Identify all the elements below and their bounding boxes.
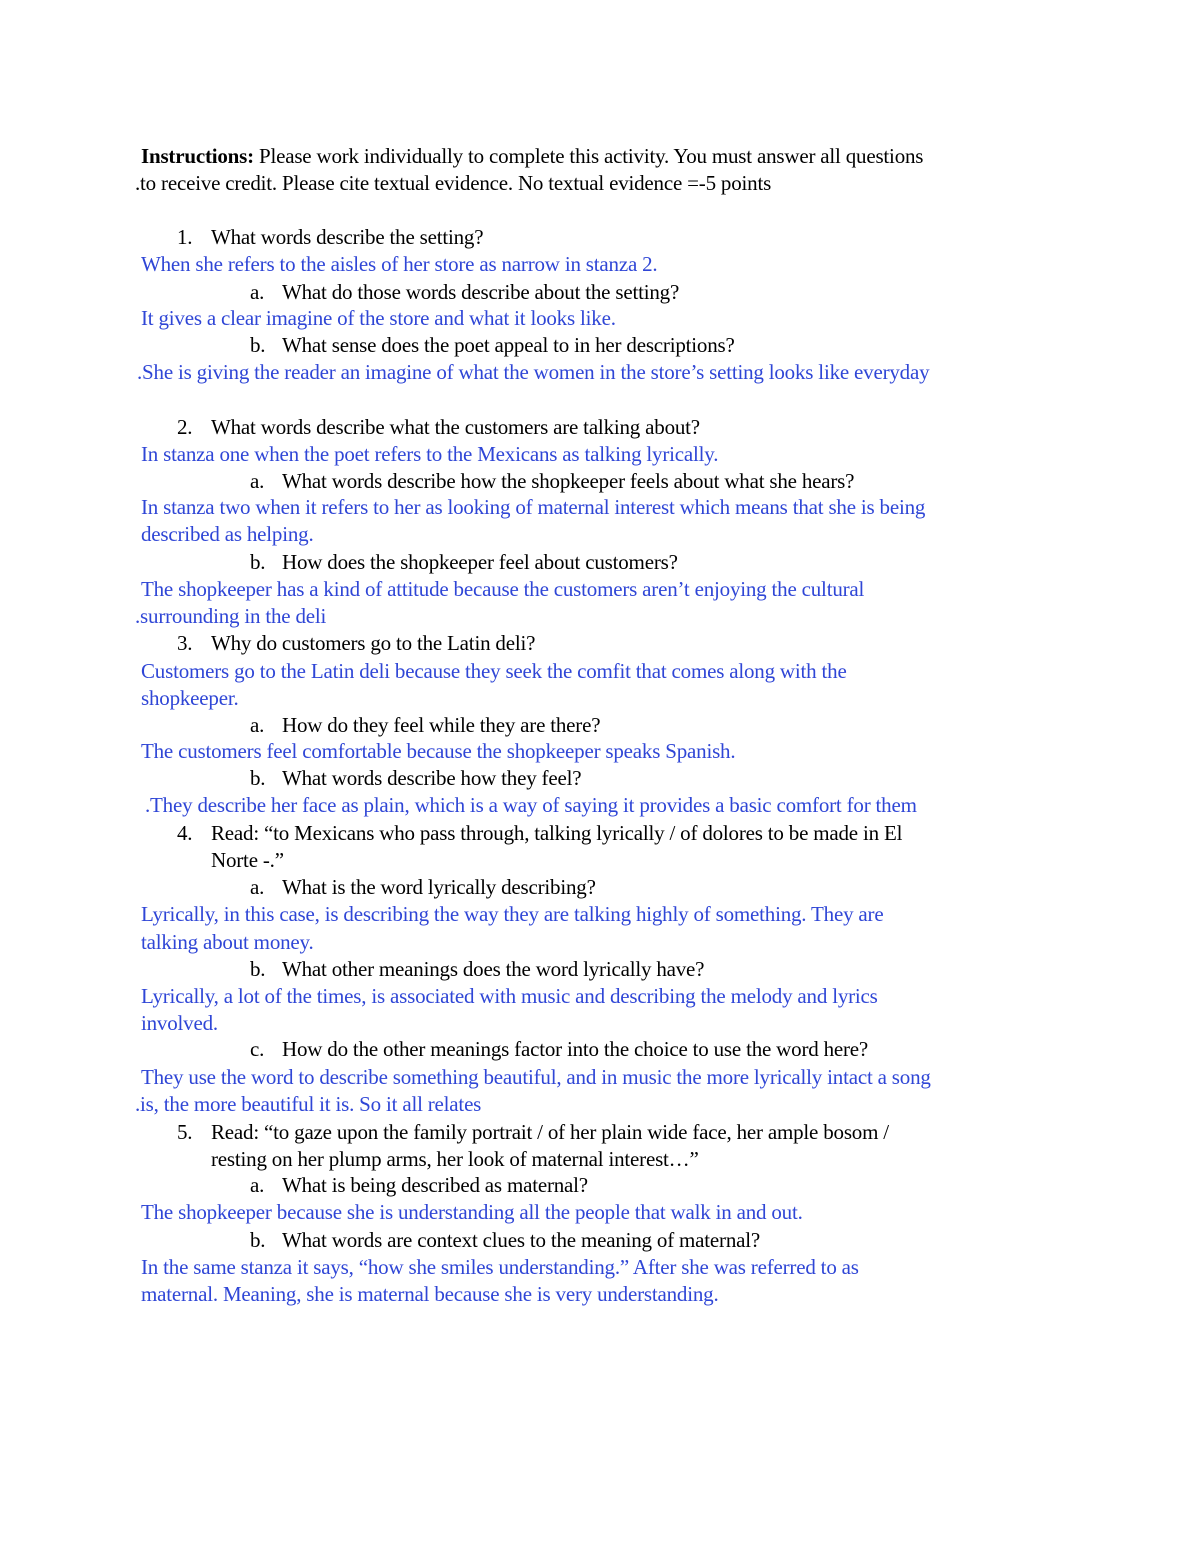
question-4-text: Read: “to Mexicans who pass through, talking lyrically / of dolores to be made in El bbox=[211, 821, 903, 845]
question-4-line-2: Norte -.” bbox=[211, 848, 284, 872]
question-3b bbox=[250, 765, 581, 792]
question-4b-letter: b. bbox=[250, 957, 266, 981]
answer-2a-line-1: In stanza two when it refers to her as looking of maternal interest which means that she is being bbox=[141, 495, 926, 519]
question-1b-text: What sense does the poet appeal to in her descriptions? bbox=[282, 333, 735, 357]
answer-4c-line-1: They use the word to describe something beautiful, and in music the more lyrically intact a song bbox=[141, 1065, 931, 1089]
question-2b-letter: b. bbox=[250, 550, 266, 574]
question-1-number: 1. bbox=[177, 225, 193, 249]
instructions-line-2: .to receive credit. Please cite textual evidence. No textual evidence =-5 points bbox=[135, 171, 772, 195]
question-3a-letter: a. bbox=[250, 713, 265, 737]
question-5b-text: What words are context clues to the meaning of maternal? bbox=[282, 1228, 761, 1252]
question-2b-text: How does the shopkeeper feel about customers? bbox=[282, 550, 678, 574]
question-5-line-1 bbox=[177, 1119, 889, 1146]
answer-3b: .They describe her face as plain, which is a way of saying it provides a basic comfort for them bbox=[145, 793, 917, 817]
question-2a-text: What words describe how the shopkeeper feels about what she hears? bbox=[282, 469, 855, 493]
question-3-text: Why do customers go to the Latin deli? bbox=[211, 631, 536, 655]
question-5-text: Read: “to gaze upon the family portrait / of her plain wide face, her ample bosom / bbox=[211, 1120, 889, 1144]
answer-3-line-2: shopkeeper. bbox=[141, 686, 239, 710]
question-2-text: What words describe what the customers are talking about? bbox=[211, 415, 700, 439]
question-2 bbox=[177, 414, 700, 441]
question-5a-letter: a. bbox=[250, 1173, 265, 1197]
answer-4b-line-2: involved. bbox=[141, 1011, 218, 1035]
question-1 bbox=[177, 224, 483, 251]
question-2b bbox=[250, 549, 678, 576]
question-2a bbox=[250, 468, 854, 495]
question-4b-text: What other meanings does the word lyrically have? bbox=[282, 957, 705, 981]
question-2-number: 2. bbox=[177, 415, 193, 439]
question-4c bbox=[250, 1036, 868, 1063]
question-4a-letter: a. bbox=[250, 875, 265, 899]
question-4-line-1 bbox=[177, 820, 902, 847]
question-3b-text: What words describe how they feel? bbox=[282, 766, 582, 790]
answer-2b-line-2: .surrounding in the deli bbox=[135, 604, 327, 628]
question-1a-text: What do those words describe about the setting? bbox=[282, 280, 680, 304]
question-1a-letter: a. bbox=[250, 280, 265, 304]
question-5b bbox=[250, 1227, 760, 1254]
question-3a-text: How do they feel while they are there? bbox=[282, 713, 601, 737]
answer-1: When she refers to the aisles of her store as narrow in stanza 2. bbox=[141, 252, 658, 276]
answer-1b: .She is giving the reader an imagine of what the women in the store’s setting looks like everyday bbox=[137, 360, 930, 384]
answer-3-line-1: Customers go to the Latin deli because they seek the comfit that comes along with the bbox=[141, 659, 847, 683]
answer-5b-line-2: maternal. Meaning, she is maternal because she is very understanding. bbox=[141, 1282, 719, 1306]
question-4a bbox=[250, 874, 596, 901]
question-5-number: 5. bbox=[177, 1120, 193, 1144]
question-1-text: What words describe the setting? bbox=[211, 225, 484, 249]
answer-3a: The customers feel comfortable because the shopkeeper speaks Spanish. bbox=[141, 739, 736, 763]
question-4-number: 4. bbox=[177, 821, 193, 845]
question-3-number: 3. bbox=[177, 631, 193, 655]
instructions-text: Please work individually to complete this activity. You must answer all questions bbox=[258, 144, 924, 168]
answer-4b-line-1: Lyrically, a lot of the times, is associated with music and describing the melody and lyrics bbox=[141, 984, 878, 1008]
question-1b bbox=[250, 332, 735, 359]
question-1a bbox=[250, 279, 679, 306]
question-1b-letter: b. bbox=[250, 333, 266, 357]
answer-1a: It gives a clear imagine of the store and what it looks like. bbox=[141, 306, 616, 330]
answer-2: In stanza one when the poet refers to the Mexicans as talking lyrically. bbox=[141, 442, 719, 466]
answer-2a-line-2: described as helping. bbox=[141, 522, 314, 546]
question-3a bbox=[250, 712, 600, 739]
answer-4c-line-2: .is, the more beautiful it is. So it all relates bbox=[135, 1092, 482, 1116]
answer-4a-line-2: talking about money. bbox=[141, 930, 314, 954]
answer-2b-line-1: The shopkeeper has a kind of attitude because the customers aren’t enjoying the cultural bbox=[141, 577, 865, 601]
answer-4a-line-1: Lyrically, in this case, is describing the way they are talking highly of something. They are bbox=[141, 902, 884, 926]
question-5-line-2: resting on her plump arms, her look of maternal interest…” bbox=[211, 1147, 699, 1171]
question-3 bbox=[177, 630, 535, 657]
answer-5a: The shopkeeper because she is understanding all the people that walk in and out. bbox=[141, 1200, 803, 1224]
question-4a-text: What is the word lyrically describing? bbox=[282, 875, 596, 899]
question-2a-letter: a. bbox=[250, 469, 265, 493]
answer-5b-line-1: In the same stanza it says, “how she smiles understanding.” After she was referred to as bbox=[141, 1255, 859, 1279]
question-5a bbox=[250, 1172, 588, 1199]
question-4b bbox=[250, 956, 704, 983]
question-5a-text: What is being described as maternal? bbox=[282, 1173, 588, 1197]
question-4c-text: How do the other meanings factor into the choice to use the word here? bbox=[282, 1037, 869, 1061]
question-5b-letter: b. bbox=[250, 1228, 266, 1252]
question-4c-letter: c. bbox=[250, 1037, 265, 1061]
question-3b-letter: b. bbox=[250, 766, 266, 790]
instructions-line-1 bbox=[141, 143, 923, 170]
instructions-label: Instructions: bbox=[141, 144, 254, 168]
